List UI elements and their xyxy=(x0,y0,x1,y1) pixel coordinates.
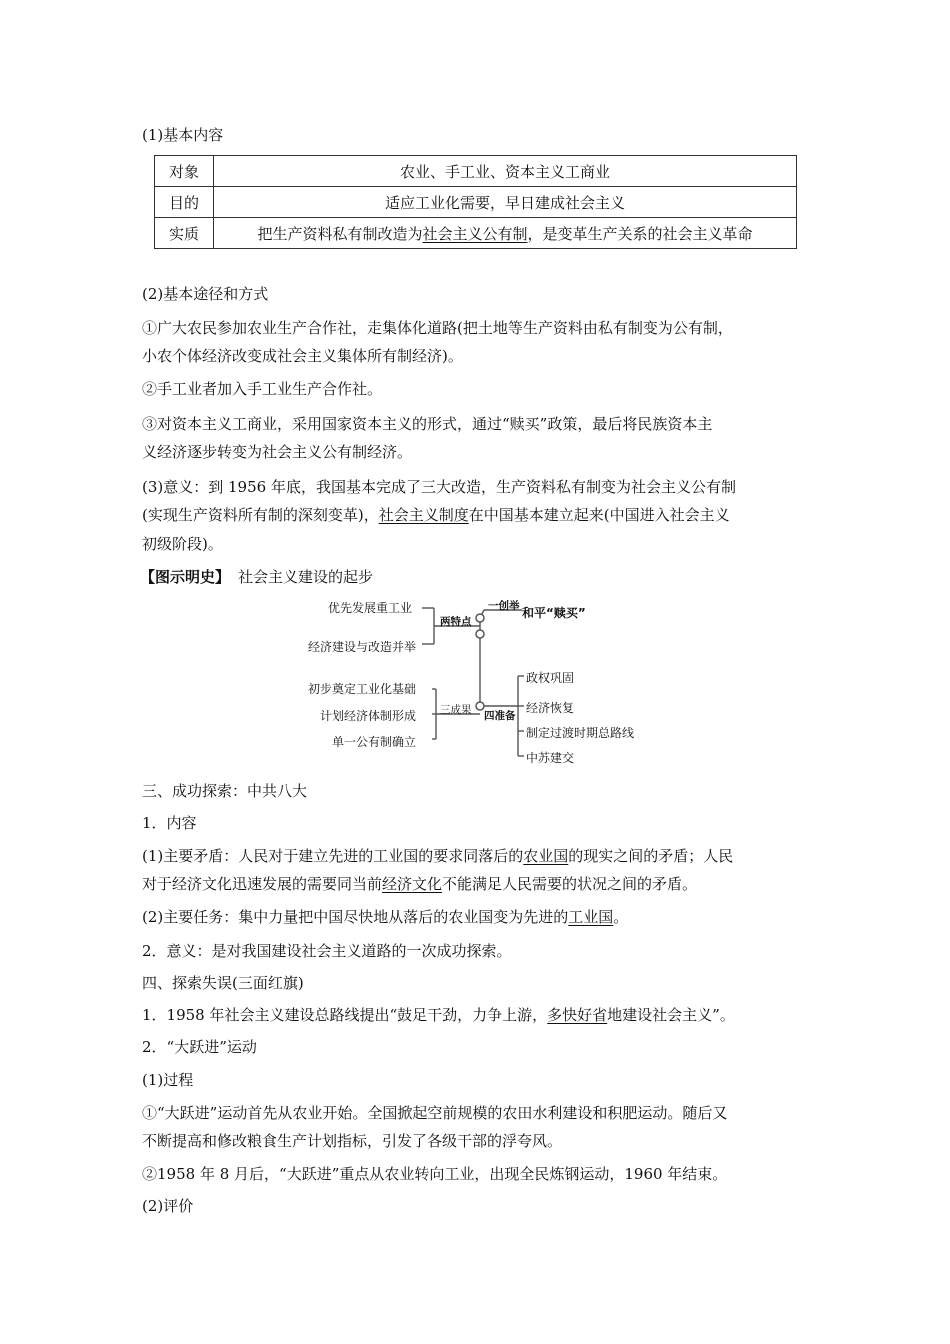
paragraph-line xyxy=(142,907,628,927)
paragraph-line xyxy=(142,874,697,894)
sub-heading: 1．内容 xyxy=(142,814,197,832)
underlined-keyword: 经济文化 xyxy=(382,875,443,893)
paragraph-line: 小农个体经济改变成社会主义集体所有制经济)。 xyxy=(142,347,463,365)
table-value-cell xyxy=(214,218,797,249)
table-row xyxy=(155,187,797,218)
paragraph-line: ②手工业者加入手工业生产合作社。 xyxy=(142,380,383,398)
diagram-label: 三成果 xyxy=(440,704,472,716)
paragraph-line: 2．意义：是对我国建设社会主义道路的一次成功探索。 xyxy=(142,942,512,960)
diagram-tag: 【图示明史】 xyxy=(140,568,231,586)
table-row xyxy=(155,218,797,249)
concept-diagram xyxy=(300,596,660,768)
text-span: 。 xyxy=(613,908,629,926)
paragraph-line: ②1958 年 8 月后，“大跃进”重点从农业转向工业，出现全民炼钢运动，1960 年结束。 xyxy=(142,1165,728,1183)
underlined-keyword: 多快好省 xyxy=(547,1006,608,1024)
text-span: 1．1958 年社会主义建设总路线提出“鼓足干劲，力争上游， xyxy=(142,1006,548,1024)
paragraph-line: (3)意义：到 1956 年底，我国基本完成了三大改造，生产资料私有制变为社会主义公有制 xyxy=(142,478,736,496)
text-span: (2)主要任务：集中力量把中国尽快地从落后的农业国变为先进的 xyxy=(142,908,569,926)
underlined-keyword: 社会主义公有制 xyxy=(422,224,528,243)
paragraph-line xyxy=(142,846,733,866)
text-span: 在中国基本建立起来(中国进入社会主义 xyxy=(468,506,730,524)
sub-heading: (2)评价 xyxy=(142,1197,194,1215)
paragraph-line xyxy=(142,505,730,525)
section-heading: 四、探索失误(三面红旗) xyxy=(142,974,304,992)
diagram-label: 优先发展重工业 xyxy=(328,601,413,615)
paragraph-line: ③对资本主义工商业，采用国家资本主义的形式，通过“赎买”政策，最后将民族资本主 xyxy=(142,415,713,433)
table-key-cell: 实质 xyxy=(155,218,214,249)
diagram-label: 经济建设与改造并举 xyxy=(308,640,417,654)
paragraph-line: 初级阶段)。 xyxy=(142,535,223,553)
diagram-label: 经济恢复 xyxy=(526,701,575,715)
diagram-heading xyxy=(140,567,373,587)
text-span: 不能满足人民需要的状况之间的矛盾。 xyxy=(442,875,698,893)
basic-content-heading: (1)基本内容 xyxy=(142,126,224,144)
table-value-cell xyxy=(214,187,797,218)
diagram-label: 计划经济体制形成 xyxy=(320,709,417,723)
text-span: 地建设社会主义”。 xyxy=(607,1006,735,1024)
sub-heading: (1)过程 xyxy=(142,1071,194,1089)
table-row xyxy=(155,156,797,187)
diagram-label: 政权巩固 xyxy=(526,671,575,685)
text-span: 的现实之间的矛盾；人民 xyxy=(568,847,734,865)
underlined-keyword: 工业国 xyxy=(568,908,614,926)
paragraph-line: 不断提高和修改粮食生产计划指标，引发了各级干部的浮夸风。 xyxy=(142,1132,563,1150)
diagram-label: 制定过渡时期总路线 xyxy=(526,726,635,740)
underlined-keyword: 农业国 xyxy=(523,847,569,865)
paths-heading: (2)基本途径和方式 xyxy=(142,285,269,303)
paragraph-line: 义经济逐步转变为社会主义公有制经济。 xyxy=(142,443,413,461)
diagram-title: 社会主义建设的起步 xyxy=(238,568,374,586)
node-dot xyxy=(476,630,484,638)
diagram-label: 中苏建交 xyxy=(526,751,575,765)
diagram-label: 初步奠定工业化基础 xyxy=(308,682,417,696)
paragraph-line xyxy=(142,1005,735,1025)
text-span: 对于经济文化迅速发展的需要同当前 xyxy=(142,875,383,893)
table-value-text: 农业、手工业、资本主义工商业 xyxy=(399,162,610,181)
diagram-label: 两特点 xyxy=(440,616,472,628)
underlined-keyword: 社会主义制度 xyxy=(378,506,469,524)
paragraph-line: ①广大农民参加农业生产合作社，走集体化道路(把土地等生产资料由私有制变为公有制， xyxy=(142,319,733,337)
diagram-label: 一创举 xyxy=(488,600,520,612)
sub-heading: 2．“大跃进”运动 xyxy=(142,1038,257,1056)
table-key-cell: 目的 xyxy=(155,187,214,218)
table-value-text: ，是变革生产关系的社会主义革命 xyxy=(527,224,753,243)
diagram-label: 单一公有制确立 xyxy=(332,735,417,749)
paragraph-line: ①“大跃进”运动首先从农业开始。全国掀起空前规模的农田水利建设和积肥运动。随后又 xyxy=(142,1104,728,1122)
table-value-text: 适应工业化需要，早日建成社会主义 xyxy=(384,193,625,212)
table-value-cell xyxy=(214,156,797,187)
table-key-cell: 对象 xyxy=(155,156,214,187)
basic-content-table xyxy=(154,155,797,249)
diagram-label: 和平“赎买” xyxy=(522,606,586,620)
text-span: (1)主要矛盾：人民对于建立先进的工业国的要求同落后的 xyxy=(142,847,524,865)
section-heading: 三、成功探索：中共八大 xyxy=(142,782,308,800)
node-dot xyxy=(476,614,484,622)
text-span: (实现生产资料所有制的深刻变革)， xyxy=(142,506,379,524)
table-value-text: 把生产资料私有制改造为 xyxy=(257,224,423,243)
node-dot xyxy=(476,702,484,710)
diagram-label: 四准备 xyxy=(484,710,516,722)
